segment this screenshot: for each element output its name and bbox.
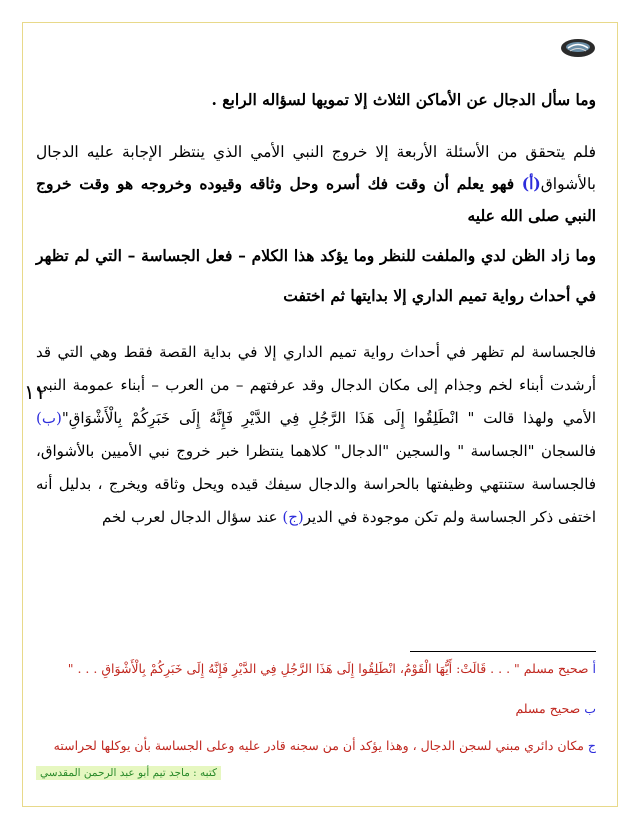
footnote-letter: ج xyxy=(587,738,596,753)
footnote-ref-b[interactable]: (ب) xyxy=(36,409,62,427)
footnote-b: ب صحيح مسلم xyxy=(515,701,596,716)
footnote-ref-a[interactable]: (أ) xyxy=(521,174,541,193)
footnote-a: أ صحيح مسلم " . . . قَالَتْ: أَيُّهَا الْقَوْمُ، انْطَلِقُوا إِلَى هَذَا الرَّجُلِ فِي الدَّيْرِ فَإِنَّهُ إِلَى خَبَرِكُمْ بِالْأَشْوَاقِ . . . " xyxy=(67,661,596,676)
paragraph-4: فالجساسة لم تظهر في أحداث رواية تميم الداري إلا في بداية القصة فقط وهي التي قد أرشدت أبناء لخم وجذام إلى مكان الدجال وقد عرفتهم – من العرب – أبناء عمومة النبي الأمي ولهذا قالت " انْطَلِقُوا إِلَى هَذَا الرَّجُلِ فِي الدَّيْرِ فَإِنَّهُ إِلَى خَبَرِكُمْ بِالْأَشْوَاقِ"(ب) فالسجان "الجساسة " والسجين "الدجال" كلاهما ينتظرا خبر خروج نبي الأميين بالأشواق، فالجساسة ستنتهي وظيفتها بالحراسة والدجال سيفك قيده ويحل وثاقه ويخرج ، بدليل أنه اختفى ذكر الجساسة ولم تكن موجودة في الدير(ج) عند سؤال الدجال لعرب لخم xyxy=(36,343,596,526)
paragraph-3: وما زاد الظن لدي والملفت للنظر وما يؤكد هذا الكلام – فعل الجساسة – التي لم تظهر في أحداث رواية تميم الداري إلا بدايتها ثم اختفت xyxy=(36,246,596,305)
footnote-letter: ب xyxy=(584,701,596,716)
footnote-c: ج مكان دائري مبني لسجن الدجال ، وهذا يؤكد أن من سجنه قادر عليه وعلى الجساسة بأن يوكلها لحراسته xyxy=(53,738,596,753)
book-logo-icon xyxy=(560,36,596,58)
footnote-separator xyxy=(410,651,596,652)
footnote-ref-c[interactable]: (ج) xyxy=(282,508,304,526)
footnote-letter: أ xyxy=(592,661,596,676)
paragraph-1: وما سأل الدجال عن الأماكن الثلاث إلا تمويها لسؤاله الرابع . xyxy=(211,90,596,109)
page-number: ١١ xyxy=(24,380,46,404)
author-credit: كتبه : ماجد تيم أبو عبد الرحمن المقدسي xyxy=(36,766,221,780)
paragraph-2: فلم يتحقق من الأسئلة الأربعة إلا خروج النبي الأمي الذي ينتظر الإجابة عليه الدجال بالأشواق(أ) فهو يعلم أن وقت فك أسره وحل وثاقه وقيوده وخروجه هو وقت خروج النبي صلى الله عليه xyxy=(36,143,596,225)
